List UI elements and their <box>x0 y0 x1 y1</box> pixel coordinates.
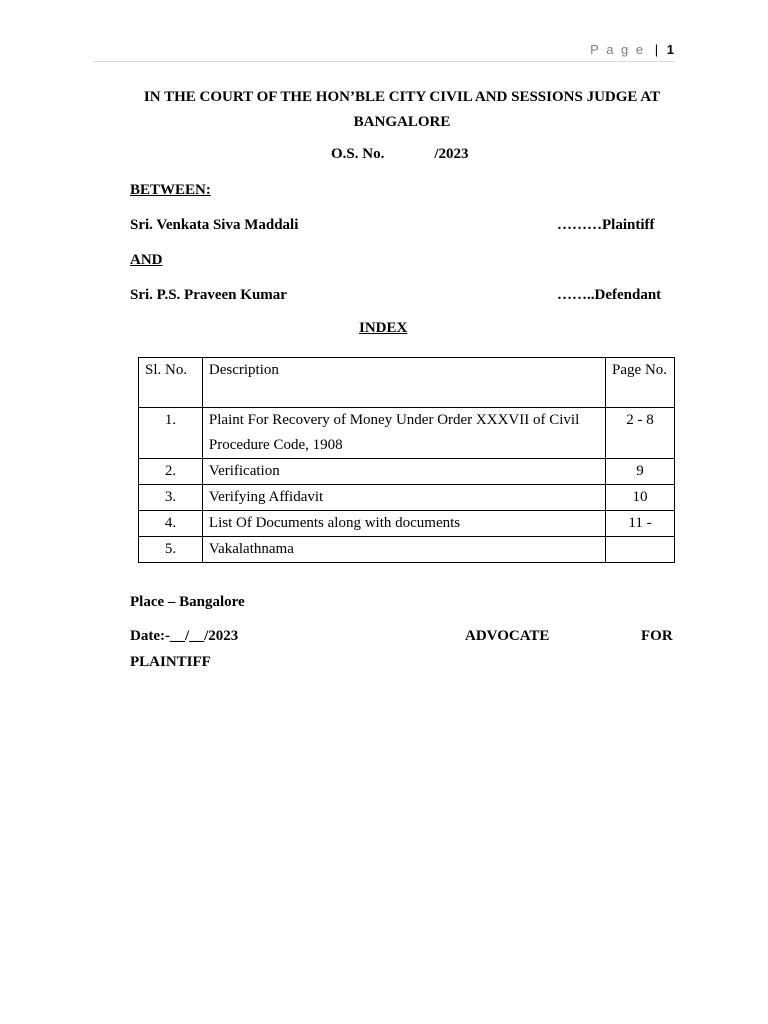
advocate-label: ADVOCATE <box>465 628 550 644</box>
page-number: 1 <box>666 42 674 57</box>
row-sl: 2. <box>139 459 203 485</box>
plaintiff-role: ………Plaintiff <box>557 217 655 233</box>
row-description: Verification <box>202 459 605 485</box>
defendant-name: Sri. P.S. Praveen Kumar <box>130 287 287 303</box>
date-line: Date:-__/__/2023 <box>130 628 239 644</box>
row-page: 2 - 8 <box>606 408 675 459</box>
row-description: List Of Documents along with documents <box>202 511 605 537</box>
table-row <box>139 408 675 459</box>
index-table <box>138 357 675 563</box>
for-label: FOR <box>641 628 673 644</box>
header-description: Description <box>202 358 605 408</box>
header-sl-no: Sl. No. <box>139 358 203 408</box>
table-row <box>139 485 675 511</box>
defendant-role: ……..Defendant <box>557 287 662 303</box>
court-title-line-1: IN THE COURT OF THE HON’BLE CITY CIVIL AND SESSIONS JUDGE AT <box>143 89 661 105</box>
plaintiff-label: PLAINTIFF <box>130 654 211 670</box>
row-description: Vakalathnama <box>202 537 605 563</box>
place-line: Place – Bangalore <box>130 594 245 610</box>
index-header-row <box>139 358 675 408</box>
court-title-line-2: BANGALORE <box>353 114 451 130</box>
row-page: 10 <box>606 485 675 511</box>
between-heading: BETWEEN: <box>130 182 211 198</box>
index-title: INDEX <box>359 320 408 336</box>
page-separator: | <box>654 42 659 57</box>
row-page: 9 <box>606 459 675 485</box>
row-page <box>606 537 675 563</box>
table-row <box>139 537 675 563</box>
row-sl: 1. <box>139 408 203 459</box>
row-sl: 3. <box>139 485 203 511</box>
row-sl: 5. <box>139 537 203 563</box>
and-heading: AND <box>130 252 163 268</box>
plaintiff-name: Sri. Venkata Siva Maddali <box>130 217 299 233</box>
header-page-no: Page No. <box>606 358 675 408</box>
table-row <box>139 511 675 537</box>
row-description: Plaint For Recovery of Money Under Order XXXVII of Civil Procedure Code, 1908 <box>202 408 605 459</box>
row-page: 11 - <box>606 511 675 537</box>
page-label: P a g e <box>590 42 646 57</box>
header-divider <box>94 61 674 62</box>
page-header <box>590 42 674 57</box>
os-label: O.S. No. <box>331 146 385 162</box>
case-number <box>331 146 469 163</box>
os-year: /2023 <box>434 146 469 162</box>
row-sl: 4. <box>139 511 203 537</box>
row-description: Verifying Affidavit <box>202 485 605 511</box>
court-title <box>130 85 674 135</box>
table-row <box>139 459 675 485</box>
